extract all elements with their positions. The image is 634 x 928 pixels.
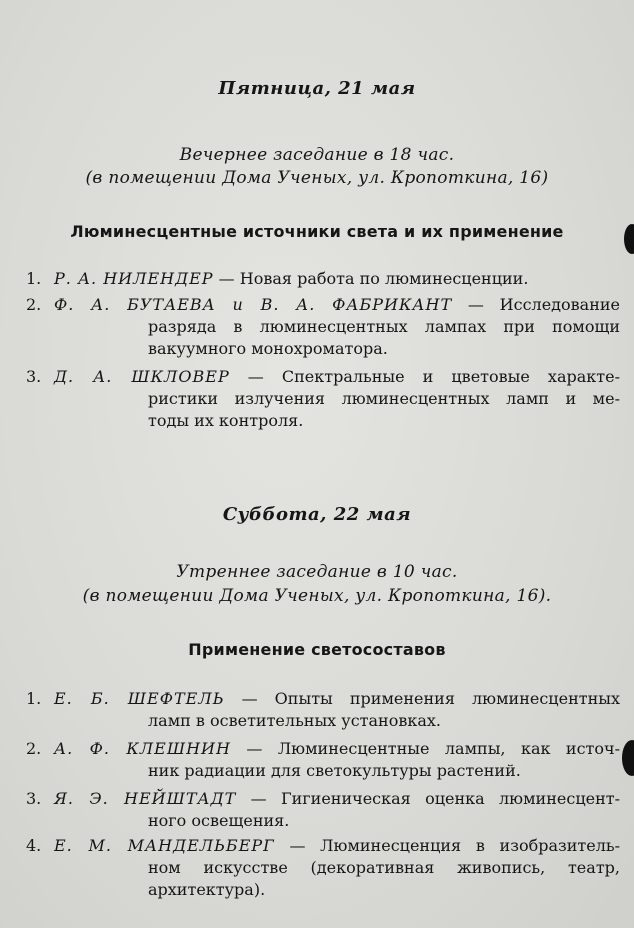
scan-edge-mark (622, 740, 634, 776)
item-number: 3. (26, 789, 42, 808)
item-number: 3. (26, 367, 42, 386)
item-number: 2. (26, 739, 42, 758)
friday-location: (в помещении Дома Ученых, ул. Кропоткина, 16) (85, 168, 549, 188)
saturday-section-title: Применение светосоставов (188, 640, 446, 659)
item-line (54, 788, 620, 810)
item-author: Е. Б. ШЕФТЕЛЬ (54, 689, 225, 708)
item-text: — Опыты применения люминесцентных (241, 689, 620, 708)
item-line: тоды их контроля. (148, 411, 304, 430)
item-line: разряда в люминесцентных лампах при помощи (148, 317, 620, 336)
item-author: Р. А. НИЛЕНДЕР (54, 269, 214, 288)
item-line (54, 268, 620, 290)
friday-item-3 (26, 366, 620, 432)
friday-item-1 (26, 268, 620, 290)
item-text: — Гигиеническая оценка люминесцент- (250, 789, 620, 808)
item-line (54, 294, 620, 316)
saturday-item-4 (26, 835, 620, 901)
item-line (54, 688, 620, 710)
item-author: Е. М. МАНДЕЛЬБЕРГ (54, 836, 275, 855)
item-text: — Люминесценция в изобразитель- (289, 836, 620, 855)
item-line: ламп в осветительных установках. (148, 711, 441, 730)
item-text: — Люминесцентные лампы, как источ- (246, 739, 621, 758)
item-number: 2. (26, 295, 42, 314)
item-author: Я. Э. НЕЙШТАДТ (54, 789, 237, 808)
saturday-item-3 (26, 788, 620, 832)
item-text: — Новая работа по люминесценции. (218, 269, 529, 288)
friday-day-title: Пятница, 21 мая (218, 78, 416, 99)
item-text: — Спектральные и цветовые характе- (247, 367, 620, 386)
saturday-session-title: Утреннее заседание в 10 час. (176, 562, 458, 582)
item-text: — Исследование (467, 295, 620, 314)
item-author: Д. А. ШКЛОВЕР (54, 367, 230, 386)
saturday-location: (в помещении Дома Ученых, ул. Кропоткина, 16). (82, 586, 552, 606)
saturday-item-2 (26, 738, 620, 782)
friday-item-2 (26, 294, 620, 360)
item-number: 1. (26, 269, 42, 288)
item-number: 4. (26, 836, 42, 855)
item-line (54, 738, 620, 760)
item-line: ном искусстве (декоративная живопись, театр, (148, 858, 620, 877)
saturday-day-title: Суббота, 22 мая (222, 504, 412, 525)
item-line: ник радиации для светокультуры растений. (148, 761, 521, 780)
item-line (54, 366, 620, 388)
item-line: ного освещения. (148, 811, 290, 830)
friday-session-title: Вечернее заседание в 18 час. (179, 145, 455, 165)
friday-section-title: Люминесцентные источники света и их применение (70, 222, 564, 241)
item-author: А. Ф. КЛЕШНИН (54, 739, 231, 758)
item-author: Ф. А. БУТАЕВА и В. А. ФАБРИКАНТ (54, 295, 453, 314)
scan-edge-mark (624, 224, 634, 254)
item-line: вакуумного монохроматора. (148, 339, 388, 358)
item-number: 1. (26, 689, 42, 708)
saturday-item-1 (26, 688, 620, 732)
item-line (54, 835, 620, 857)
item-line: архитектура). (148, 880, 266, 899)
item-line: ристики излучения люминесцентных ламп и ме- (148, 389, 620, 408)
